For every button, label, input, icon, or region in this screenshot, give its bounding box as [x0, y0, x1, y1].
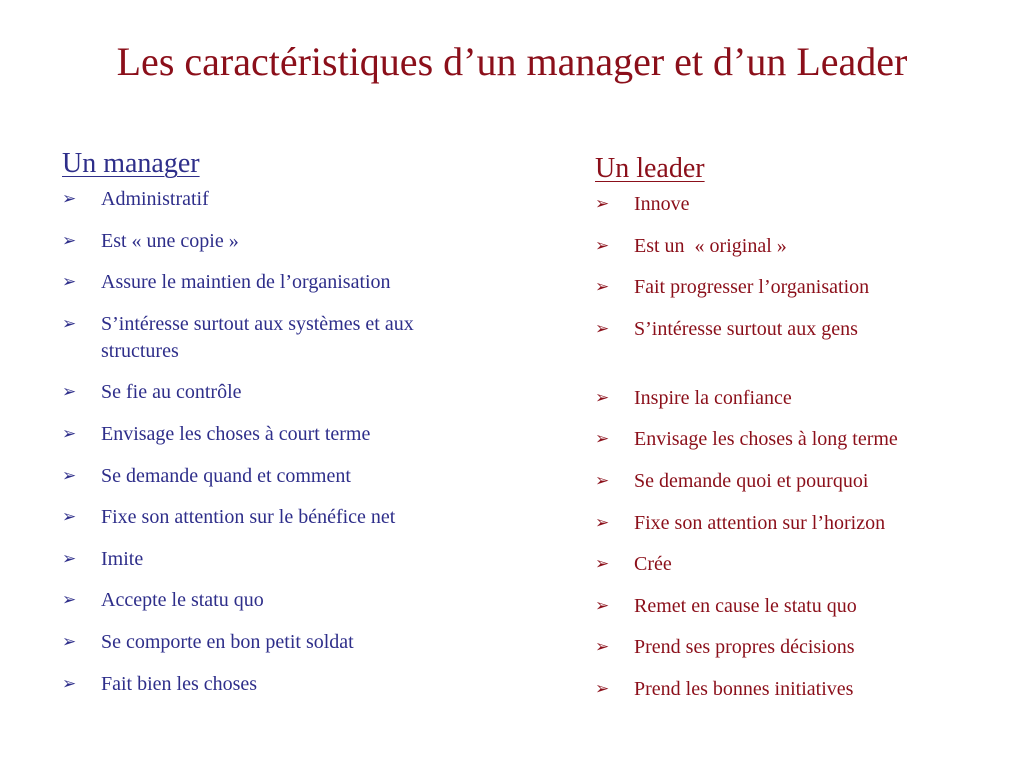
- leader-list: [595, 191, 1015, 703]
- leader-heading: Un leader: [595, 153, 705, 184]
- arrowhead-bullet-icon: ➢: [62, 631, 77, 652]
- manager-item: [62, 587, 491, 614]
- leader-item: [595, 593, 1015, 620]
- arrowhead-bullet-icon: ➢: [62, 465, 77, 486]
- leader-item: [595, 468, 1015, 495]
- manager-item-text: Est « une copie »: [101, 229, 239, 252]
- leader-item: [595, 676, 1015, 703]
- leader-item: [595, 634, 1015, 661]
- leader-item-text: Crée: [634, 553, 672, 576]
- arrowhead-bullet-icon: ➢: [595, 637, 610, 658]
- manager-heading: Un manager: [62, 148, 200, 179]
- manager-item-text: Se comporte en bon petit soldat: [101, 630, 354, 653]
- leader-item: [595, 274, 1015, 301]
- manager-item-text: Envisage les choses à court terme: [101, 422, 371, 445]
- leader-item-text: Fixe son attention sur l’horizon: [634, 511, 886, 534]
- manager-column: [62, 146, 502, 712]
- manager-item: [62, 421, 491, 448]
- arrowhead-bullet-icon: ➢: [595, 235, 610, 256]
- leader-item: [595, 426, 1015, 453]
- manager-item: [62, 629, 491, 656]
- arrowhead-bullet-icon: ➢: [595, 678, 610, 699]
- manager-item: [62, 546, 491, 573]
- leader-item: [595, 316, 1015, 343]
- leader-item: [595, 191, 1015, 218]
- manager-item-text: S’intéresse surtout aux systèmes et aux structures: [101, 312, 414, 362]
- arrowhead-bullet-icon: ➢: [595, 277, 610, 298]
- arrowhead-bullet-icon: ➢: [595, 595, 610, 616]
- arrowhead-bullet-icon: ➢: [595, 554, 610, 575]
- arrowhead-bullet-icon: ➢: [62, 272, 77, 293]
- manager-item-text: Fixe son attention sur le bénéfice net: [101, 506, 396, 529]
- manager-item: [62, 504, 491, 531]
- leader-item-text: Innove: [634, 193, 690, 215]
- arrowhead-bullet-icon: ➢: [595, 429, 610, 450]
- leader-item: [595, 385, 1015, 412]
- leader-column: [595, 151, 1015, 718]
- arrowhead-bullet-icon: ➢: [595, 470, 610, 491]
- arrowhead-bullet-icon: ➢: [595, 194, 610, 214]
- manager-item: [62, 463, 491, 490]
- slide-title: Les caractéristiques d’un manager et d’un Leader: [116, 39, 908, 84]
- arrowhead-bullet-icon: ➢: [62, 673, 77, 694]
- manager-item-text: Administratif: [101, 188, 209, 210]
- leader-item-text: S’intéresse surtout aux gens: [634, 317, 858, 340]
- manager-item-text: Se demande quand et comment: [101, 464, 351, 487]
- leader-item-text: Inspire la confiance: [634, 386, 792, 409]
- manager-item-text: Accepte le statu quo: [101, 589, 264, 612]
- manager-item: [62, 311, 491, 365]
- leader-item-text: Prend les bonnes initiatives: [634, 677, 854, 700]
- leader-item: [595, 233, 1015, 260]
- manager-item-text: Se fie au contrôle: [101, 381, 242, 404]
- leader-item-text: Se demande quoi et pourquoi: [634, 469, 869, 492]
- leader-item-text: Prend ses propres décisions: [634, 636, 855, 659]
- arrowhead-bullet-icon: ➢: [595, 512, 610, 533]
- manager-item: [62, 186, 491, 213]
- manager-item: [62, 269, 491, 296]
- manager-item-text: Assure le maintien de l’organisation: [101, 271, 391, 294]
- manager-item: [62, 379, 491, 406]
- arrowhead-bullet-icon: ➢: [62, 189, 77, 209]
- manager-item: [62, 228, 491, 255]
- arrowhead-bullet-icon: ➢: [62, 230, 77, 251]
- leader-item: [595, 551, 1015, 578]
- arrowhead-bullet-icon: ➢: [62, 507, 77, 528]
- leader-item-text: Fait progresser l’organisation: [634, 276, 870, 299]
- leader-item: [595, 510, 1015, 537]
- leader-item-text: Remet en cause le statu quo: [634, 594, 857, 617]
- manager-list: [62, 186, 502, 698]
- arrowhead-bullet-icon: ➢: [62, 423, 77, 444]
- manager-item: [62, 671, 491, 698]
- arrowhead-bullet-icon: ➢: [62, 382, 77, 403]
- manager-item-text: Imite: [101, 547, 144, 570]
- arrowhead-bullet-icon: ➢: [595, 318, 610, 339]
- leader-item-text: Envisage les choses à long terme: [634, 428, 898, 451]
- arrowhead-bullet-icon: ➢: [62, 590, 77, 611]
- arrowhead-bullet-icon: ➢: [62, 313, 77, 334]
- arrowhead-bullet-icon: ➢: [595, 387, 610, 408]
- manager-item-text: Fait bien les choses: [101, 672, 258, 695]
- arrowhead-bullet-icon: ➢: [62, 548, 77, 569]
- leader-item-text: Est un « original »: [634, 234, 787, 257]
